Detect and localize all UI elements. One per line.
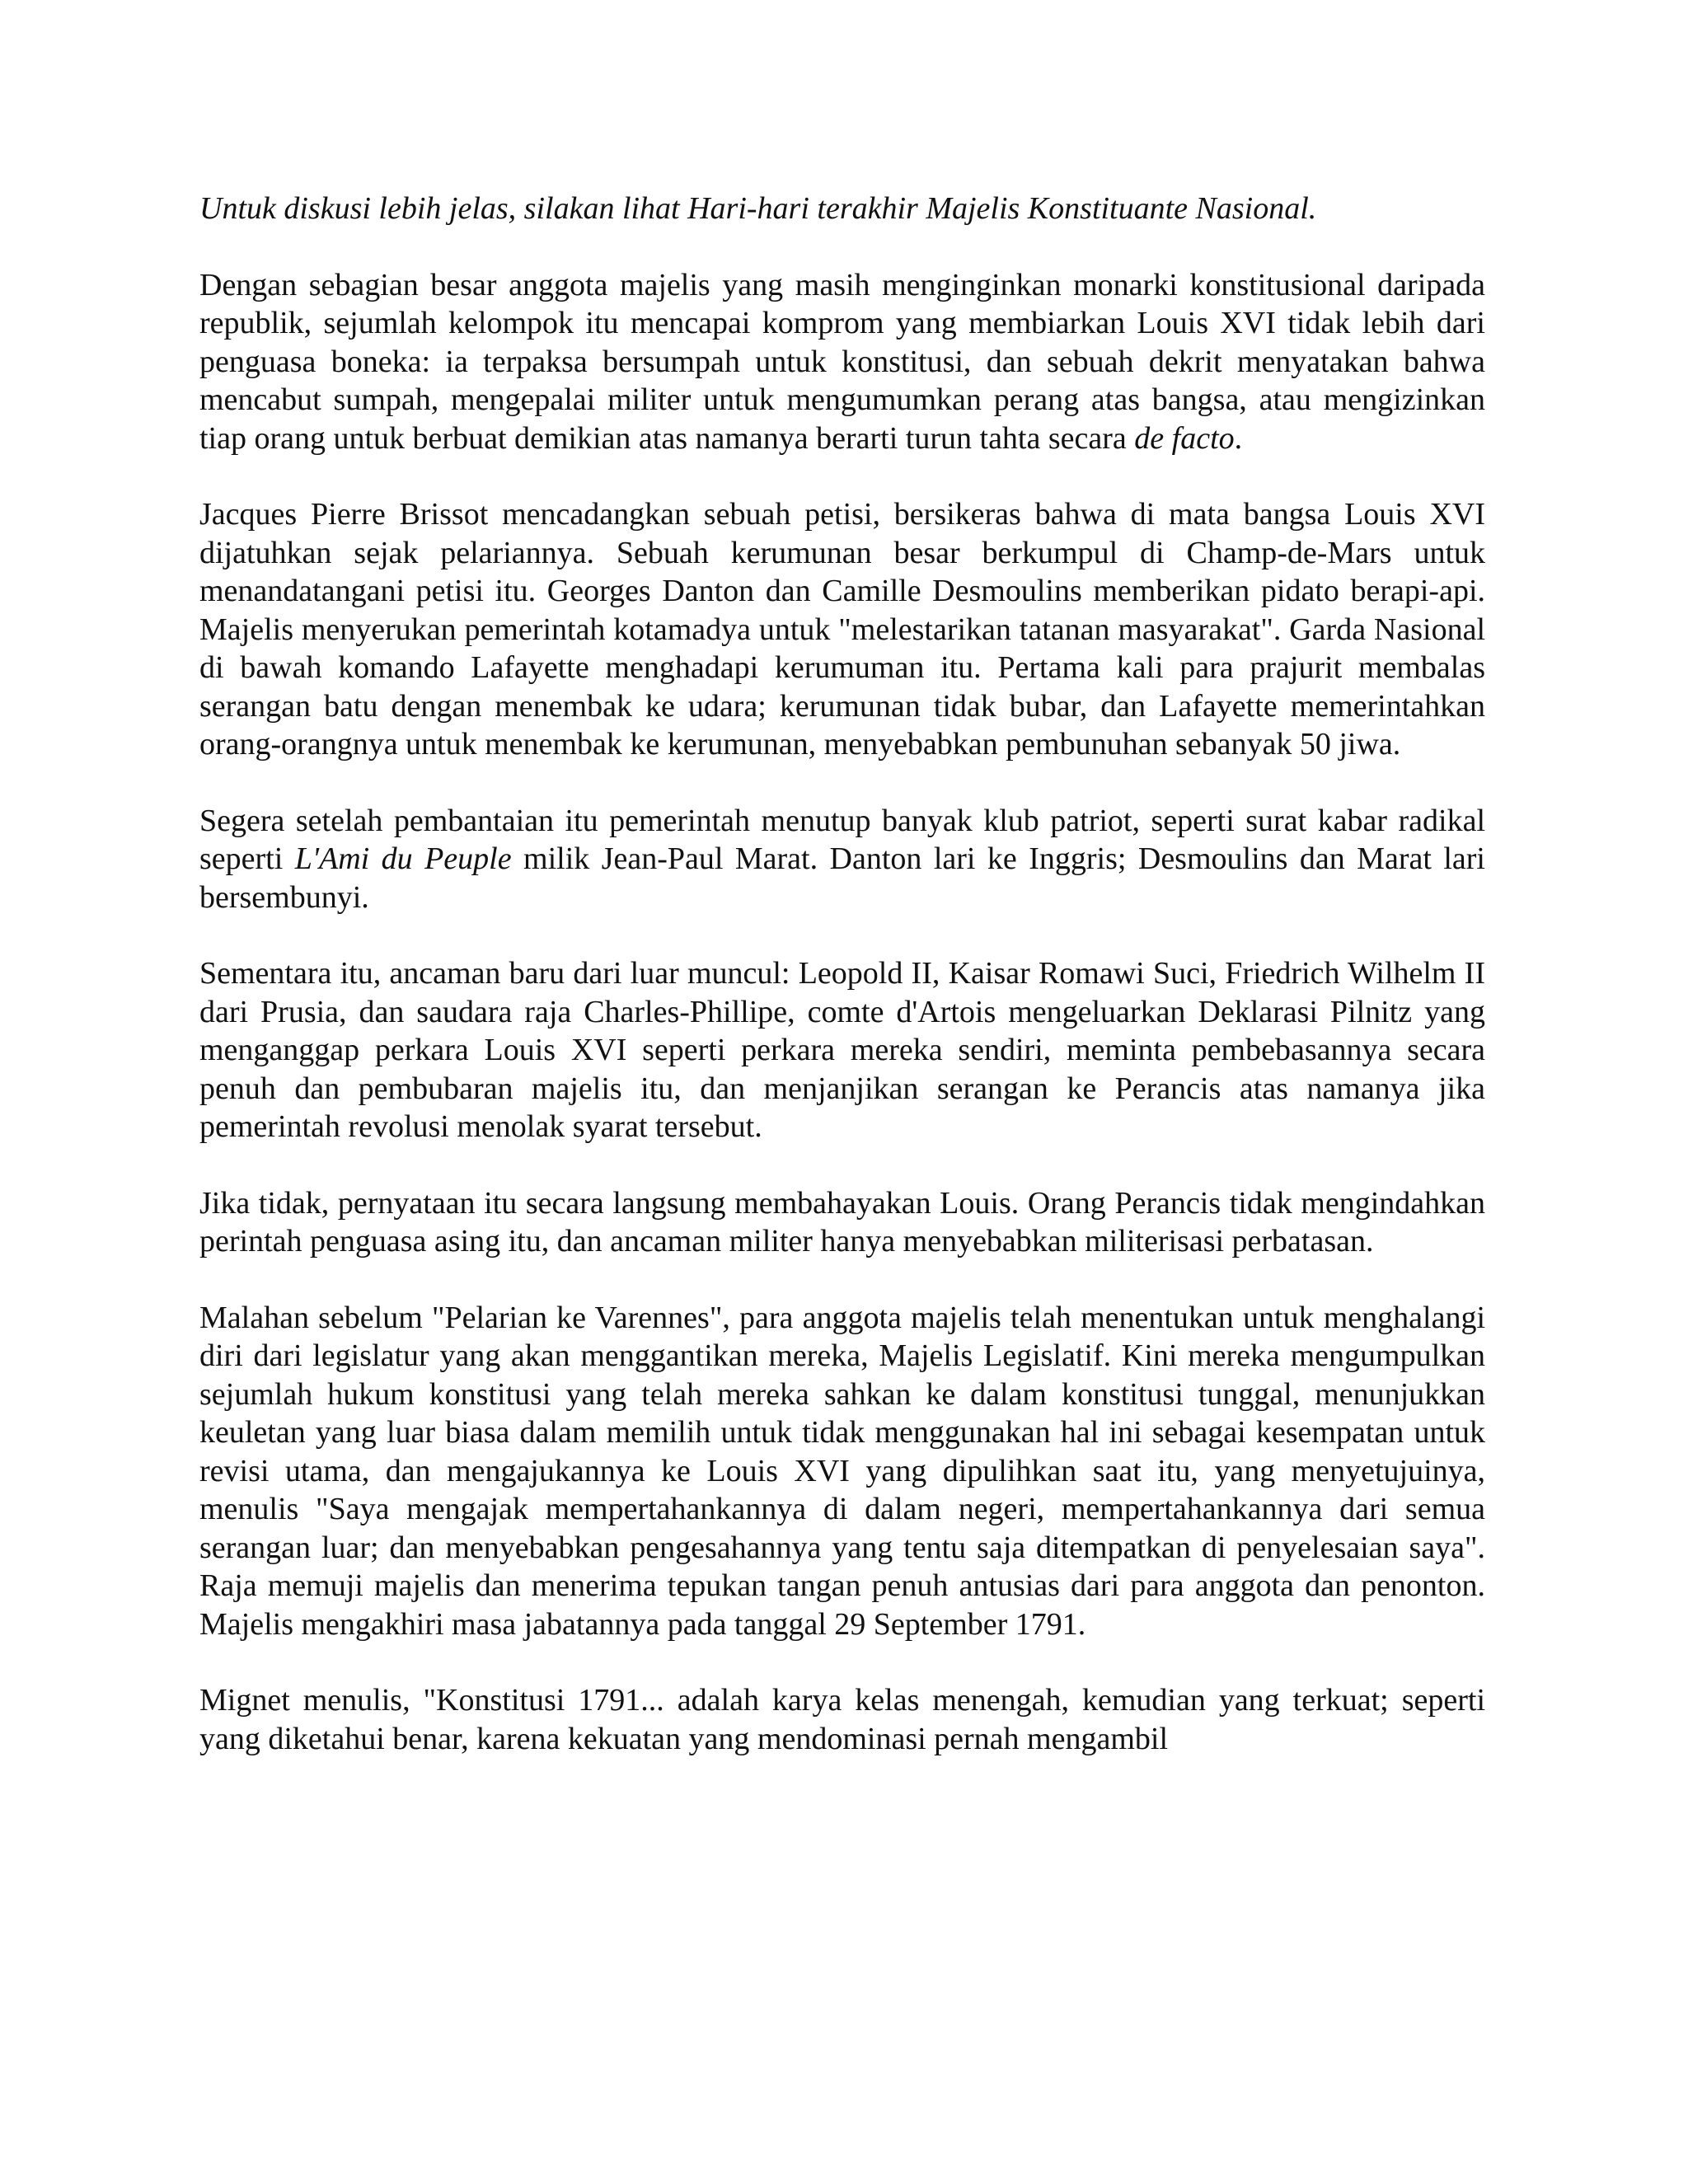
italic-title-ami-du-peuple: L'Ami du Peuple — [294, 841, 512, 876]
paragraph-club-closures — [199, 802, 1485, 917]
paragraph-text-end: . — [1234, 420, 1243, 456]
paragraph-text: Segera setelah pembantaian itu pemerintah menutup banyak klub patriot, seperti surat kabar radikal seperti — [199, 803, 1485, 876]
paragraph-constitutional-monarchy — [199, 266, 1485, 458]
paragraph-pilnitz-declaration: Sementara itu, ancaman baru dari luar muncul: Leopold II, Kaisar Romawi Suci, Friedrich Wilhelm II dari Prusia, dan saudara raja Charles-Phillipe, comte d'Artois mengeluarkan Deklarasi Pilnitz yang menganggap perkara Louis XVI seperti perkara mereka sendiri, meminta pembebasannya secara penuh dan pembubaran majelis itu, dan menjanjikan serangan ke Perancis atas namanya jika pemerintah revolusi menolak syarat tersebut. — [199, 956, 1485, 1144]
paragraph-constitution-1791: Malahan sebelum "Pelarian ke Varennes", para anggota majelis telah menentukan untuk menghalangi diri dari legislatur yang akan menggantikan mereka, Majelis Legislatif. Kini mereka mengumpulkan sejumlah hukum konstitusi yang telah mereka sahkan ke dalam konstitusi tunggal, menunjukkan keuletan yang luar biasa dalam memilih untuk tidak menggunakan hal ini sebagai kesempatan untuk revisi utama, dan mengajukannya ke Louis XVI yang dipulihkan saat itu, yang menyetujuinya, menulis "Saya mengajak mempertahankannya di dalam negeri, mempertahankannya dari semua serangan luar; dan menyebabkan pengesahannya yang tentu saja ditempatkan di penyelesaian saya". Raja memuji majelis dan menerima tepukan tangan penuh antusias dari para anggota dan penonton. Majelis mengakhiri masa jabatannya pada tanggal 29 September 1791. — [199, 1300, 1485, 1642]
document-body — [199, 190, 1485, 1758]
see-also-note: Untuk diskusi lebih jelas, silakan lihat Hari-hari terakhir Majelis Konstituante Nasional. — [199, 191, 1317, 226]
italic-term-de-facto: de facto — [1134, 420, 1235, 456]
paragraph-foreign-threat: Jika tidak, pernyataan itu secara langsung membahayakan Louis. Orang Perancis tidak mengindahkan perintah penguasa asing itu, dan ancaman militer hanya menyebabkan militerisasi perbatasan. — [199, 1185, 1485, 1258]
paragraph-mignet-quote: Mignet menulis, "Konstitusi 1791... adalah karya kelas menengah, kemudian yang terkuat; seperti yang diketahui benar, karena kekuatan yang mendominasi pernah mengambil — [199, 1683, 1485, 1756]
paragraph-champ-de-mars: Jacques Pierre Brissot mencadangkan sebuah petisi, bersikeras bahwa di mata bangsa Louis XVI dijatuhkan sejak pelariannya. Sebuah kerumunan besar berkumpul di Champ-de-Mars untuk menandatangani petisi itu. Georges Danton dan Camille Desmoulins memberikan pidato berapi-api. Majelis menyerukan pemerintah kotamadya untuk "melestarikan tatanan masyarakat". Garda Nasional di bawah komando Lafayette menghadapi kerumuman itu. Pertama kali para prajurit membalas serangan batu dengan menembak ke udara; kerumunan tidak bubar, dan Lafayette memerintahkan orang-orangnya untuk menembak ke kerumunan, menyebabkan pembunuhan sebanyak 50 jiwa. — [199, 497, 1485, 762]
paragraph-text-end: milik Jean-Paul Marat. Danton lari ke Inggris; Desmoulins dan Marat lari bersembunyi. — [199, 841, 1485, 915]
paragraph-text: Dengan sebagian besar anggota majelis yang masih menginginkan monarki konstitusional daripada republik, sejumlah kelompok itu mencapai komprom yang membiarkan Louis XVI tidak lebih dari penguasa boneka: ia terpaksa bersumpah untuk konstitusi, dan sebuah dekrit menyatakan bahwa mencabut sumpah, mengepalai militer untuk mengumumkan perang atas bangsa, atau mengizinkan tiap orang untuk berbuat demikian atas namanya berarti turun tahta secara — [199, 267, 1485, 456]
